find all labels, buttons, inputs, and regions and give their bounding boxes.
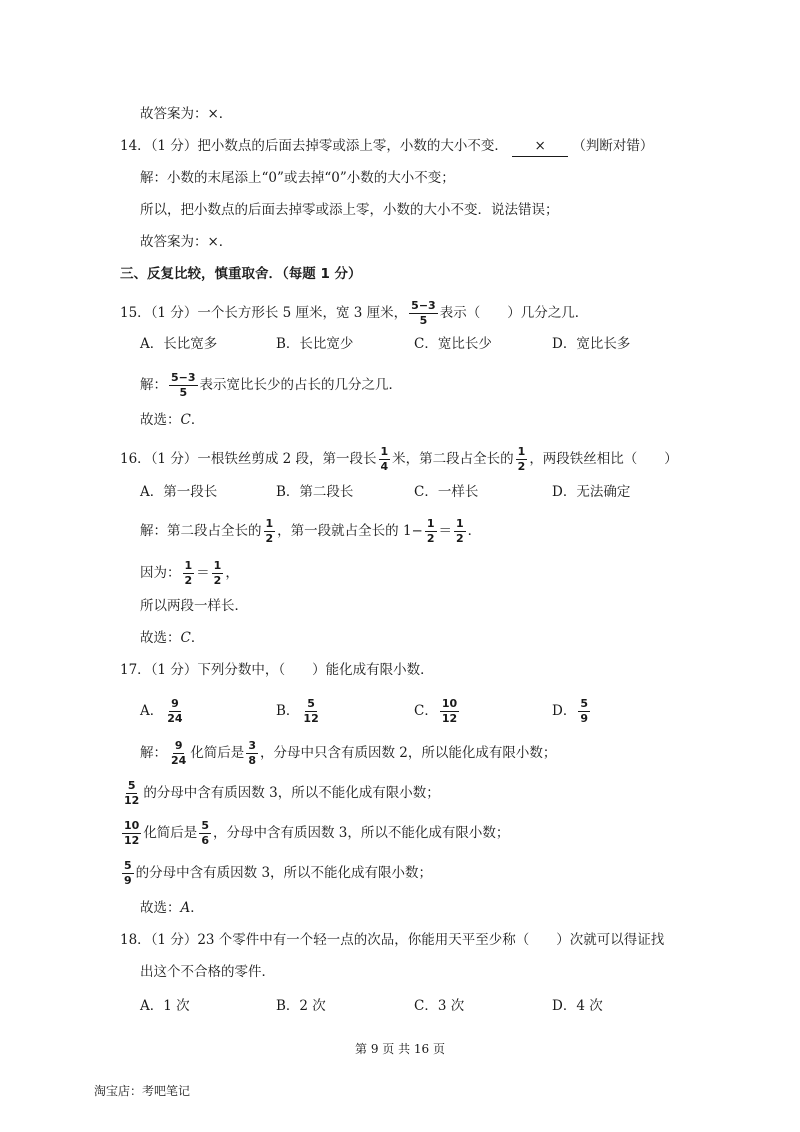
fraction-denominator: 24 [167,712,183,725]
page-number-footer: 第 9 页 共 16 页 [355,1042,445,1056]
fraction-numerator: 1 [213,559,222,572]
q16-because-label: 因为： [140,565,181,581]
q16-because-fraction-1 [183,560,195,587]
q16-sol-end: ． [467,523,482,539]
option-fraction [301,698,320,725]
q15-option-a: A．长比宽多 [140,336,218,352]
prev-answer: 故答案为：×． [140,106,233,122]
q14-answer-blank: × [512,136,568,157]
q16-sol-fraction-1 [264,518,276,545]
q15-option-d: D．宽比长多 [552,336,631,352]
q17-option-d [552,698,592,725]
q16-solution [140,518,481,545]
fraction-denominator: 2 [213,574,222,587]
q18-text-2: 出这个不合格的零件． [140,964,275,980]
q16-text-b: 米，第二段占全长的 [392,451,514,467]
question-18 [120,930,664,950]
q16-sol-b: ，第一段就占全长的 1− [277,523,423,539]
q16-text-a: 一根铁丝剪成 2 段，第一段长 [197,451,377,467]
option-fraction [578,698,590,725]
q15-sol-prefix: 解： [140,377,167,393]
question-17 [120,660,434,680]
q17-option-c [414,698,461,725]
question-14 [120,136,653,157]
fraction-denominator: 2 [265,532,274,545]
q17-sol-2: 的分母中含有质因数 3，所以不能化成有限小数； [143,785,440,801]
q17-solution-line-1 [140,740,556,767]
q14-solution-line-2: 所以，把小数点的后面去掉零或添上零，小数的大小不变．说法错误； [140,202,559,218]
q17-answer-label: 故选： [140,900,181,916]
q17-solution-line-4 [120,860,432,887]
q14-score: （1 分） [150,138,198,154]
q17-solution-line-2 [120,780,440,807]
q15-answer-label: 故选： [140,412,181,428]
q14-text: 把小数点的后面去掉零或添上零，小数的大小不变． [197,138,508,154]
q15-option-b: B．长比宽少 [276,336,354,352]
fraction-numerator: 5 [124,859,132,872]
fraction-denominator: 5 [179,386,188,399]
fraction-denominator: 8 [248,754,256,767]
q17-sol-fraction-4 [122,860,134,887]
shop-label: 淘宝店：考吧笔记 [94,1084,191,1098]
fraction-denominator: 12 [124,794,140,807]
q15-answer-end: ． [190,412,205,428]
q16-option-b: B．第二段长 [276,484,354,500]
q16-option-d: D．无法确定 [552,484,631,500]
q15-sol-fraction [169,372,198,399]
q16-because-end: ， [225,565,239,581]
q17-solution-line-3 [120,820,509,847]
q16-conclusion: 所以两段一样长． [140,598,248,614]
fraction-denominator: 2 [456,532,464,545]
fraction-numerator: 9 [171,697,179,710]
q16-answer-end: ． [190,630,205,646]
fraction-numerator: 5 [127,779,136,792]
q16-sol-fraction-2 [425,518,437,545]
q17-sol-prefix: 解： [140,745,167,761]
section-3-heading: 三、反复比较，慎重取舍．（每题 1 分） [120,266,362,282]
q15-answer-letter: C [180,412,191,428]
fraction-denominator: 6 [201,834,209,847]
fraction-denominator: 12 [441,712,458,725]
q14-solution-line-1: 解：小数的末尾添上“0”或去掉“0”小数的大小不变； [140,170,455,186]
q15-score: （1 分） [150,305,198,321]
fraction-numerator: 5−3 [171,371,196,384]
q15-number: 15． [120,305,151,321]
q16-because [140,560,239,587]
fraction-denominator: 2 [184,574,193,587]
q17-option-a [140,698,187,725]
fraction-numerator: 1 [517,445,526,458]
q18-number: 18． [120,932,151,948]
fraction-denominator: 12 [124,834,140,847]
q16-fraction-1 [379,446,391,473]
option-label: B． [276,703,300,719]
q16-sol-a: 解：第二段占全长的 [140,523,262,539]
fraction-denominator: 24 [171,754,187,767]
q16-answer-label: 故选： [140,630,181,646]
q15-sol-text: 表示宽比长少的占长的几分之几． [199,377,403,393]
q17-sol-3-c: ，分母中含有质因数 3，所以不能化成有限小数； [212,825,510,841]
fraction-denominator: 2 [517,460,526,473]
q17-sol-fraction-1b [246,740,258,767]
q17-number: 17． [120,662,151,678]
q17-sol-4: 的分母中含有质因数 3，所以不能化成有限小数； [135,865,433,881]
fraction-denominator: 2 [426,532,435,545]
q17-sol-1-c: ，分母中只含有质因数 2，所以能化成有限小数； [259,745,557,761]
q16-fraction-2 [516,446,528,473]
q14-judge-label: （判断对错） [572,138,654,154]
q16-number: 16． [120,451,151,467]
q17-sol-fraction-1 [169,740,188,767]
fraction-denominator: 9 [580,712,588,725]
q18-option-a: A．1 次 [140,998,190,1014]
q17-score: （1 分） [150,662,198,678]
fraction-denominator: 5 [419,314,428,327]
option-label: A． [140,703,164,719]
q17-option-b [276,698,323,725]
q17-sol-fraction-3b [199,820,211,847]
fraction-numerator: 1 [380,445,389,458]
fraction-numerator: 1 [426,517,435,530]
option-fraction [440,698,459,725]
q16-option-a: A．第一段长 [140,484,218,500]
question-16 [120,446,678,473]
q17-answer-end: ． [190,900,204,916]
q15-answer [140,410,204,430]
fraction-numerator: 5 [580,697,588,710]
option-fraction [165,698,184,725]
fraction-denominator: 4 [380,460,389,473]
option-label: D． [552,703,577,719]
q15-solution [140,372,402,399]
fraction-numerator: 10 [441,697,458,710]
q17-answer-letter: A [180,900,191,916]
q15-fraction [409,300,438,327]
q14-answer: 故答案为：×． [140,234,233,250]
q16-text-c: ，两段铁丝相比（ ） [529,451,678,467]
q14-number: 14． [120,138,151,154]
fraction-numerator: 9 [174,739,183,752]
q18-score: （1 分） [150,932,198,948]
fraction-numerator: 1 [184,559,193,572]
q16-score: （1 分） [150,451,198,467]
q16-because-equals: ＝ [196,565,210,581]
fraction-numerator: 5−3 [411,299,436,312]
q16-option-c: C．一样长 [414,484,479,500]
q16-answer-letter: C [180,630,191,646]
q17-sol-fraction-3 [122,820,141,847]
q17-sol-fraction-2 [122,780,141,807]
fraction-numerator: 5 [307,697,315,710]
fraction-denominator: 9 [124,874,132,887]
q16-because-fraction-2 [212,560,224,587]
q15-text-b: 表示（ ）几分之几． [439,305,589,321]
q17-text: 下列分数中，（ ）能化成有限小数． [197,662,434,678]
fraction-numerator: 5 [201,819,209,832]
q16-answer [140,628,204,648]
fraction-numerator: 1 [456,517,464,530]
q16-sol-fraction-3 [454,518,466,545]
q17-sol-1-b: 化简后是 [190,745,245,761]
q17-sol-3-b: 化简后是 [143,825,198,841]
q15-text-a: 一个长方形长 5 厘米，宽 3 厘米， [197,305,408,321]
fraction-numerator: 3 [248,739,256,752]
question-15 [120,300,588,327]
fraction-numerator: 1 [265,517,274,530]
fraction-denominator: 12 [303,712,319,725]
q18-option-c: C．3 次 [414,998,465,1014]
q16-sol-equals: ＝ [438,523,453,539]
q15-option-c: C．宽比长少 [414,336,492,352]
q18-option-d: D．4 次 [552,998,603,1014]
q18-option-b: B．2 次 [276,998,326,1014]
q18-text-1: 23 个零件中有一个轻一点的次品，你能用天平至少称（ ）次就可以得证找 [197,932,665,948]
fraction-numerator: 10 [124,819,140,832]
q17-answer [140,898,204,918]
option-label: C． [414,703,438,719]
